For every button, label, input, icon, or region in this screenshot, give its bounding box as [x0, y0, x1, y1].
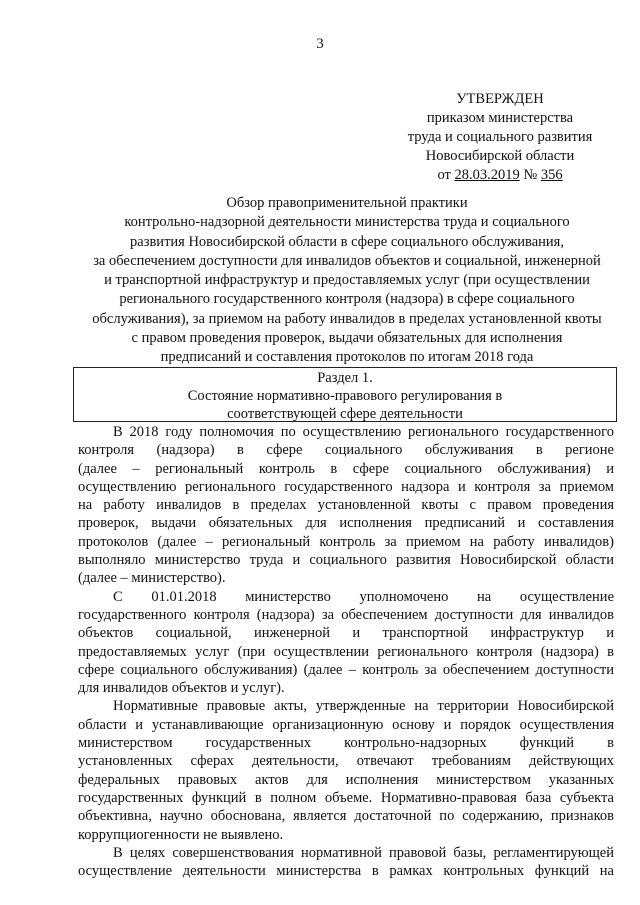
text-line: осуществлению регионального государственного надзора и контроля за приемом [78, 478, 614, 495]
title-line: за обеспечением доступности для инвалидов объектов и социальной, инженерной [93, 252, 601, 269]
approval-line: УТВЕРЖДЕН [456, 91, 544, 107]
text-line: В 2018 году полномочия по осуществлению регионального государственного [113, 424, 614, 440]
approval-line: труда и социального развития [407, 129, 593, 145]
section-heading-line: соответствующей сфере деятельности [227, 406, 463, 422]
approval-stamp [380, 90, 620, 185]
title-line: с правом проведения проверок, выдачи обязательных для исполнения [131, 330, 563, 347]
section-heading-box [73, 367, 617, 422]
text-line: осуществление деятельности министерства в рамках контрольных функций на [78, 863, 614, 880]
number-sign: № [519, 167, 541, 183]
date-prefix: от [437, 167, 455, 183]
title-line: предписаний и составления протоколов по итогам 2018 года [160, 349, 534, 366]
text-line: контроля (надзора) в сфере социального обслуживания в регионе [78, 442, 614, 459]
text-line: на работу инвалидов в пределах установленной квоты с правом проведения [78, 497, 614, 514]
paragraph [78, 844, 614, 881]
paragraph [78, 697, 614, 843]
text-line: С 01.01.2018 министерство уполномочено на осуществление [113, 588, 614, 605]
title-line: обслуживания), за приемом на работу инвалидов в пределах установленной квоты [92, 310, 602, 327]
paragraph [78, 588, 614, 698]
text-line: В целях совершенствования нормативной правовой базы, регламентирующей [113, 844, 614, 861]
text-line: министерством государственных контрольно-надзорных функций в [78, 735, 614, 752]
text-line: федеральных правовых актов для исполнения министерством указанных [78, 771, 614, 788]
order-number: 356 [540, 167, 563, 183]
text-line: государственных функций в полном объеме. Нормативно-правовая база субъекта [78, 789, 614, 806]
text-line: предоставляемых услуг (при осуществлении регионального контроля (надзора) в [78, 643, 614, 660]
approval-line: Новосибирской области [425, 148, 575, 164]
title-line: Обзор правоприменительной практики [226, 195, 468, 211]
text-line: проверок, выдачи обязательных для исполнения предписаний и составления [78, 515, 614, 532]
order-date: 28.03.2019 [454, 167, 520, 183]
title-line: регионального государственного контроля (надзора) в сфере социального [119, 291, 575, 308]
document-title [72, 194, 622, 368]
text-line: объектов социальной, инженерной и транспортной инфраструктур и [78, 625, 614, 642]
approval-date-line [380, 166, 620, 185]
text-line: Нормативные правовые акты, утвержденные на территории Новосибирской [113, 698, 614, 715]
title-line: развития Новосибирской области в сфере социального обслуживания, [130, 233, 564, 250]
title-line: и транспортной инфраструктур и предоставляемых услуг (при осуществлении [104, 272, 590, 289]
title-line: контрольно-надзорной деятельности министерства труда и социального [124, 214, 570, 231]
text-line: коррупциогенности не выявлено. [78, 826, 284, 843]
text-line: сфере социального обслуживания) (далее – контроль за обеспечением доступности [78, 661, 614, 678]
page-number: 3 [316, 36, 324, 52]
text-line: для инвалидов объектов и услуг). [78, 680, 285, 697]
body-text [78, 423, 614, 880]
text-line: объективна, научно обоснована, является достаточной по содержанию, признаков [78, 808, 614, 825]
text-line: установленных сферах деятельности, отвечают требованиям действующих [78, 753, 614, 770]
text-line: протоколов (далее – региональный контроль за приемом на работу инвалидов) [78, 533, 614, 550]
section-heading-line: Раздел 1. [317, 370, 373, 386]
section-heading-line: Состояние нормативно-правового регулирования в [187, 388, 503, 404]
paragraph [78, 423, 614, 588]
text-line: (далее – министерство). [78, 570, 226, 587]
text-line: государственного контроля (надзора) за обеспечением доступности для инвалидов [78, 606, 614, 623]
text-line: области и устанавливающие организационную основу и порядок осуществления [78, 716, 614, 733]
text-line: выполняло министерство труда и социального развития Новосибирской области [78, 552, 614, 569]
approval-line: приказом министерства [426, 110, 574, 126]
text-line: (далее – региональный контроль в сфере социального обслуживания) и [78, 460, 614, 477]
